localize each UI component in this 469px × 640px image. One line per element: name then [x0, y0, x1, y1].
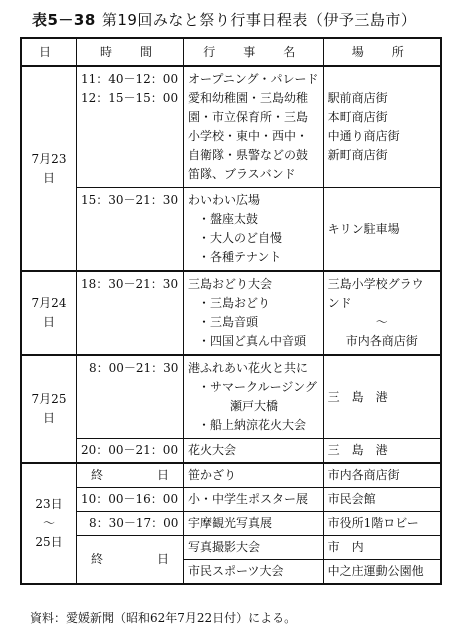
time-text: 20：00－21：00 — [81, 443, 179, 457]
event-cell — [184, 488, 324, 512]
day-text: 25日 — [35, 535, 63, 549]
event-text: 笹かざり — [188, 468, 237, 482]
event-text: 笛隊、ブラスバンド — [188, 167, 296, 181]
place-cell — [323, 536, 441, 585]
table-row — [21, 355, 441, 439]
time-cell — [77, 188, 184, 272]
place-text: 本町商店街 — [327, 110, 388, 124]
time-cell — [77, 512, 184, 536]
event-text: 小・中学生ポスター展 — [188, 492, 309, 506]
place-cell — [323, 463, 441, 488]
place-text: 市内各商店街 — [327, 468, 400, 482]
event-text: 花火大会 — [188, 443, 237, 457]
event-text: 写真撮影大会 — [184, 536, 323, 560]
header-day: 日 — [21, 38, 77, 66]
event-text: 自衛隊・県警などの鼓 — [188, 148, 309, 162]
time-text: 11：40－12：00 — [81, 72, 179, 86]
event-text: ・サマークルージング — [198, 380, 317, 394]
day-cell-july25: 7月25日 — [21, 355, 77, 463]
table-row — [21, 188, 441, 272]
time-cell — [77, 463, 184, 488]
place-text: 三 島 港 — [327, 389, 388, 404]
event-text: オープニング・パレード — [188, 72, 319, 86]
all-day-label — [81, 466, 179, 485]
day-cell-23-25 — [21, 463, 77, 584]
time-cell — [77, 439, 184, 464]
table-row — [21, 439, 441, 464]
place-cell — [323, 271, 441, 355]
all-day-label — [81, 550, 179, 569]
place-text: 市内各商店街 — [345, 334, 418, 348]
all-day-char: 終 — [91, 468, 104, 482]
place-text: 市民会館 — [327, 492, 376, 506]
place-cell — [323, 439, 441, 464]
event-cell — [184, 439, 324, 464]
time-text: 10：00－16：00 — [81, 492, 179, 506]
schedule-table — [20, 37, 442, 585]
event-text: ・船上納涼花火大会 — [198, 418, 307, 432]
event-cell — [184, 463, 324, 488]
header-time: 時 間 — [77, 38, 184, 66]
table-row — [21, 66, 441, 188]
place-text: 三島小学校グラウ — [327, 277, 424, 291]
all-day-char: 終 — [91, 552, 104, 566]
event-text: 瀬戸大橋 — [230, 399, 279, 413]
range-mark: 〜 — [42, 516, 55, 530]
event-text: 愛和幼稚園・三島幼稚 — [188, 91, 309, 105]
time-text: 8：00－21：30 — [89, 361, 179, 375]
event-text: ・各種テナント — [198, 250, 282, 264]
event-text: ・四国ど真ん中音頭 — [198, 334, 307, 348]
source-note: 資料：愛媛新聞（昭和62年7月22日付）による。 — [30, 611, 297, 625]
event-text: ・三島おどり — [198, 296, 271, 310]
event-cell — [184, 355, 324, 439]
table-number: 表5－38 — [32, 11, 96, 29]
time-text: 8：30－17：00 — [89, 516, 179, 530]
time-cell — [77, 66, 184, 188]
place-text: 駅前商店街 — [327, 91, 388, 105]
time-text: 15：30－21：30 — [81, 193, 179, 207]
place-text: ンド — [327, 296, 352, 310]
day-text: 23日 — [35, 497, 63, 511]
event-cell — [184, 271, 324, 355]
table-row — [21, 463, 441, 488]
place-text: 市役所1階ロビー — [327, 516, 419, 530]
table-row — [21, 536, 441, 585]
event-text: ・三島音頭 — [198, 315, 259, 329]
time-cell — [77, 271, 184, 355]
place-cell — [323, 66, 441, 188]
header-row — [21, 38, 441, 66]
table-row — [21, 271, 441, 355]
place-text: 新町商店街 — [327, 148, 388, 162]
place-text: 三 島 港 — [327, 443, 388, 457]
table-row — [21, 488, 441, 512]
event-text: 園・市立保育所・三島 — [188, 110, 309, 124]
event-text: 港ふれあい花火と共に — [188, 361, 309, 375]
place-cell — [323, 355, 441, 439]
place-text: 市 内 — [324, 536, 440, 560]
event-text: ・大人のど自慢 — [198, 231, 283, 245]
table-row — [21, 512, 441, 536]
time-text: 18：30－21：30 — [81, 277, 179, 291]
place-text: 中通り商店街 — [327, 129, 400, 143]
time-cell — [77, 355, 184, 439]
event-cell — [184, 188, 324, 272]
day-cell-july24: 7月24日 — [21, 271, 77, 355]
event-cell — [184, 512, 324, 536]
day-cell-july23: 7月23日 — [21, 66, 77, 271]
place-cell — [323, 488, 441, 512]
header-place: 場 所 — [323, 38, 441, 66]
place-text: 中之庄運動公園他 — [327, 564, 424, 578]
place-text: キリン駐車場 — [327, 221, 400, 236]
table-title — [32, 9, 416, 30]
place-cell — [323, 188, 441, 272]
time-cell — [77, 536, 184, 585]
header-event: 行 事 名 — [184, 38, 324, 66]
event-cell — [184, 536, 324, 585]
all-day-char: 日 — [156, 468, 169, 482]
all-day-char: 日 — [156, 552, 169, 566]
table-title-text: 第19回みなと祭り行事日程表（伊予三島市） — [101, 11, 417, 29]
event-text: ・盤座太鼓 — [198, 212, 259, 226]
event-text: わいわい広場 — [188, 193, 261, 207]
event-text: 小学校・東中・西中・ — [188, 129, 309, 143]
time-cell — [77, 488, 184, 512]
place-cell — [323, 512, 441, 536]
event-text: 宇摩観光写真展 — [188, 516, 273, 530]
range-mark: 〜 — [375, 315, 388, 329]
event-cell — [184, 66, 324, 188]
time-text: 12：15－15：00 — [81, 91, 179, 105]
event-text: 三島おどり大会 — [188, 277, 273, 291]
event-text: 市民スポーツ大会 — [188, 564, 284, 578]
